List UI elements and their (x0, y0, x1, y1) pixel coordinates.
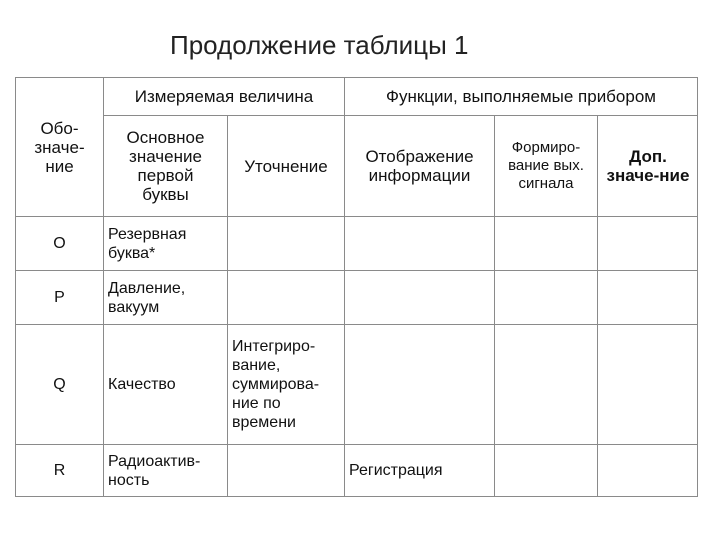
header-refinement: Уточнение (228, 116, 345, 217)
header-designation (16, 78, 104, 217)
table-row (16, 271, 698, 325)
additional-value-cell (598, 217, 698, 271)
data-table (15, 77, 698, 497)
output-signal-cell (495, 325, 598, 445)
table-row (16, 325, 698, 445)
additional-value-cell (598, 271, 698, 325)
header-additional-value-text: Доп. значе-ние (606, 147, 690, 185)
header-output-signal-text: Формиро-вание вых. сигнала (508, 139, 584, 192)
output-signal-cell (495, 271, 598, 325)
header-functions: Функции, выполняемые прибором (345, 78, 698, 116)
table-row (16, 445, 698, 497)
header-main-value-text: Основное значение первой буквы (126, 128, 205, 204)
designation-cell: P (16, 271, 104, 325)
output-signal-cell (495, 445, 598, 497)
designation-cell: R (16, 445, 104, 497)
refinement-cell-text: Интегриро-вание, суммирова-ние по времени (232, 338, 320, 431)
designation-cell: Q (16, 325, 104, 445)
display-cell: Регистрация (345, 445, 495, 497)
header-display-text: Отображение информации (365, 147, 474, 185)
page-title: Продолжение таблицы 1 (170, 30, 469, 60)
refinement-cell (228, 217, 345, 271)
display-cell (345, 325, 495, 445)
table-row (16, 217, 698, 271)
output-signal-cell (495, 217, 598, 271)
header-row-1 (16, 78, 698, 116)
refinement-cell (228, 445, 345, 497)
main-value-cell: Радиоактив-ность (104, 445, 228, 497)
header-main-value (104, 116, 228, 217)
main-value-cell: Резервная буква* (104, 217, 228, 271)
designation-cell: O (16, 217, 104, 271)
header-display (345, 116, 495, 217)
refinement-cell (228, 325, 345, 445)
main-value-cell: Давление, вакуум (104, 271, 228, 325)
display-cell (345, 217, 495, 271)
additional-value-cell (598, 325, 698, 445)
main-value-cell: Качество (104, 325, 228, 445)
header-designation-text: Обо-значе-ние (34, 118, 85, 176)
header-additional-value (598, 116, 698, 217)
header-measured-quantity: Измеряемая величина (104, 78, 345, 116)
header-row-2 (16, 116, 698, 217)
additional-value-cell (598, 445, 698, 497)
header-output-signal (495, 116, 598, 217)
display-cell (345, 271, 495, 325)
refinement-cell (228, 271, 345, 325)
